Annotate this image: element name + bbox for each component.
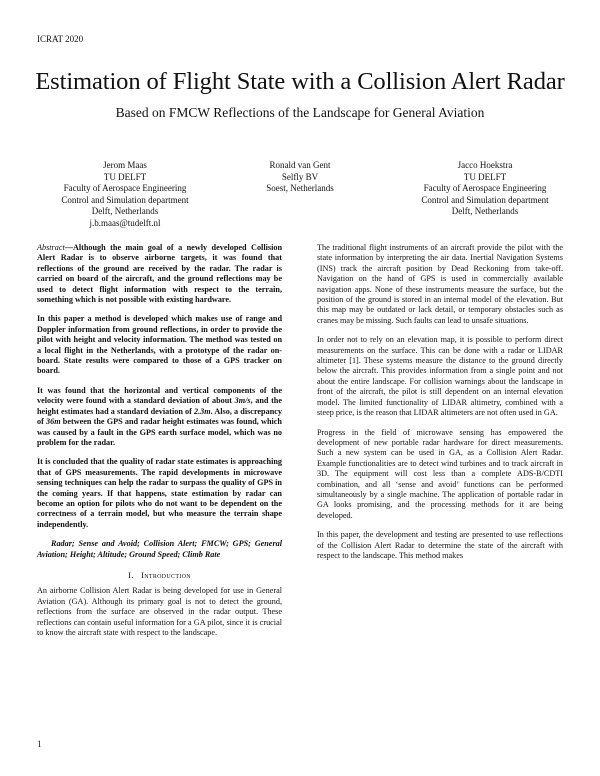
section-heading: I. Introduction [128,569,191,580]
paper-title: Estimation of Flight State with a Collision Alert Radar [35,68,565,95]
abstract-lead: Abstract [37,243,65,252]
author-2 [205,160,395,195]
abstract-paragraph: Abstract—Although the main goal of a newly developed Collision Alert Radar is to observe airborne targets, it was found that reflections of the ground are received by the radar. The radar is carried on board of the aircraft, and the ground reflections may be used to detect flight information with respect to the terrain, something which is not possible with existing hardware. [37,243,282,305]
author-affiliation: Faculty of Aerospace Engineering [423,183,547,194]
author-affiliation: Delft, Netherlands [91,206,159,217]
body-paragraph: In order not to rely on an elevation map, it is possible to perform direct measurements on the surface. This can be done with a radar or LIDAR altimeter [1]. These systems measure the distance to the ground directly below the aircraft. This provides information from a single point and not about the entire landscape. For collision warnings about the landscape in front of the aircraft, the pilot is still dependent on an internal elevation model. The limited functionality of LIDAR altimetry, combined with a steep price, is the reason that LIDAR altimeters are not often used in GA. [317,335,563,418]
abstract-paragraph: It is concluded that the quality of radar state estimates is approaching that of GPS measurements. The rapid developments in microwave sensing techniques can help the radar to surpass the quality of GPS in the coming years. If that happens, state estimation by radar can become an option for pilots who do not want to be dependent on the correctness of a terrain model, but who measure the terrain shape independently. [37,457,282,529]
abstract-paragraph: It was found that the horizontal and vertical components of the velocity were found with a standard deviation of about 3m/s, and the height estimates had a standard deviation of 2.3m. Also, a discrepancy of 36m between the GPS and radar height estimates was found, which was caused by a fault in the GPS earth surface model, which was no problem for the radar. [37,385,282,447]
author-affiliation: Delft, Netherlands [451,206,519,217]
keywords: Radar; Sense and Avoid; Collision Alert; FMCW; GPS; General Aviation; Height; Altitude; Ground Speed; Climb Rate [37,539,282,559]
left-column [37,243,282,647]
author-affiliation: Selfly BV [281,171,319,182]
abstract-paragraph: In this paper a method is developed which makes use of range and Doppler information from ground reflections, in order to provide the pilot with height and velocity information. The method was tested on a local flight in the Netherlands, with a prototype of the radar on-board. State results were compared to those of a GPS tracker on board. [37,314,282,376]
author-name: Jerom Maas [103,160,147,170]
author-1 [30,160,220,230]
body-paragraph: In this paper, the development and testing are presented to use reflections of the Collision Alert Radar to determine the state of the aircraft with respect to the landscape. This method makes [317,530,563,560]
author-affiliation: Control and Simulation department [61,194,189,205]
author-affiliation: Soest, Netherlands [266,183,334,194]
author-name: Jacco Hoekstra [457,160,513,170]
author-name: Ronald van Gent [269,160,331,170]
author-affiliation: Faculty of Aerospace Engineering [63,183,187,194]
page-number: 1 [37,739,42,749]
body-paragraph: The traditional flight instruments of an aircraft provide the pilot with the state information by interpreting the air data. Inertial Navigation Systems (INS) track the aircraft position by Dead Reckoning from take-off. Navigation on the hand of GPS is used in commercially available navigation apps. None of these instruments measure the surface, but the position of the ground is stored in an internal model of the elevation. But this map may be outdated or lack detail, or temporary obstacles such as cranes may be missing. Such faults can lead to unsafe situations. [317,243,563,325]
body-paragraph: Progress in the field of microwave sensing has empowered the development of new portable radar hardware for direct measurements. Such a new system can be used in GA, as a Collision Alert Radar. Example functionalities are to detect wind turbines and to track aircraft in 3D. The equipment will cost less than a complete ADS-B/CDTI combination, and all ‘sense and avoid’ functions can be performed simultaneously by a single machine. The application of portable radar in GA looks promising, and the processing methods for it are being developed. [317,427,563,520]
author-affiliation: TU DELFT [463,171,507,182]
author-affiliation: TU DELFT [103,171,147,182]
paper-subtitle: Based on FMCW Reflections of the Landscape for General Aviation [115,105,485,120]
right-column [317,243,563,570]
intro-paragraph: An airborne Collision Alert Radar is being developed for use in General Aviation (GA). Although its primary goal is not to detect the ground, reflections from the surface are observed in the radar output. These reflections can contain useful information for a GA pilot, since it is crucial to know the aircraft state with respect to the landscape. [37,586,282,637]
author-email[interactable]: j.b.maas@tudelft.nl [89,217,161,228]
author-affiliation: Control and Simulation department [421,194,549,205]
conference-header: ICRAT 2020 [37,34,84,44]
author-3 [390,160,580,218]
